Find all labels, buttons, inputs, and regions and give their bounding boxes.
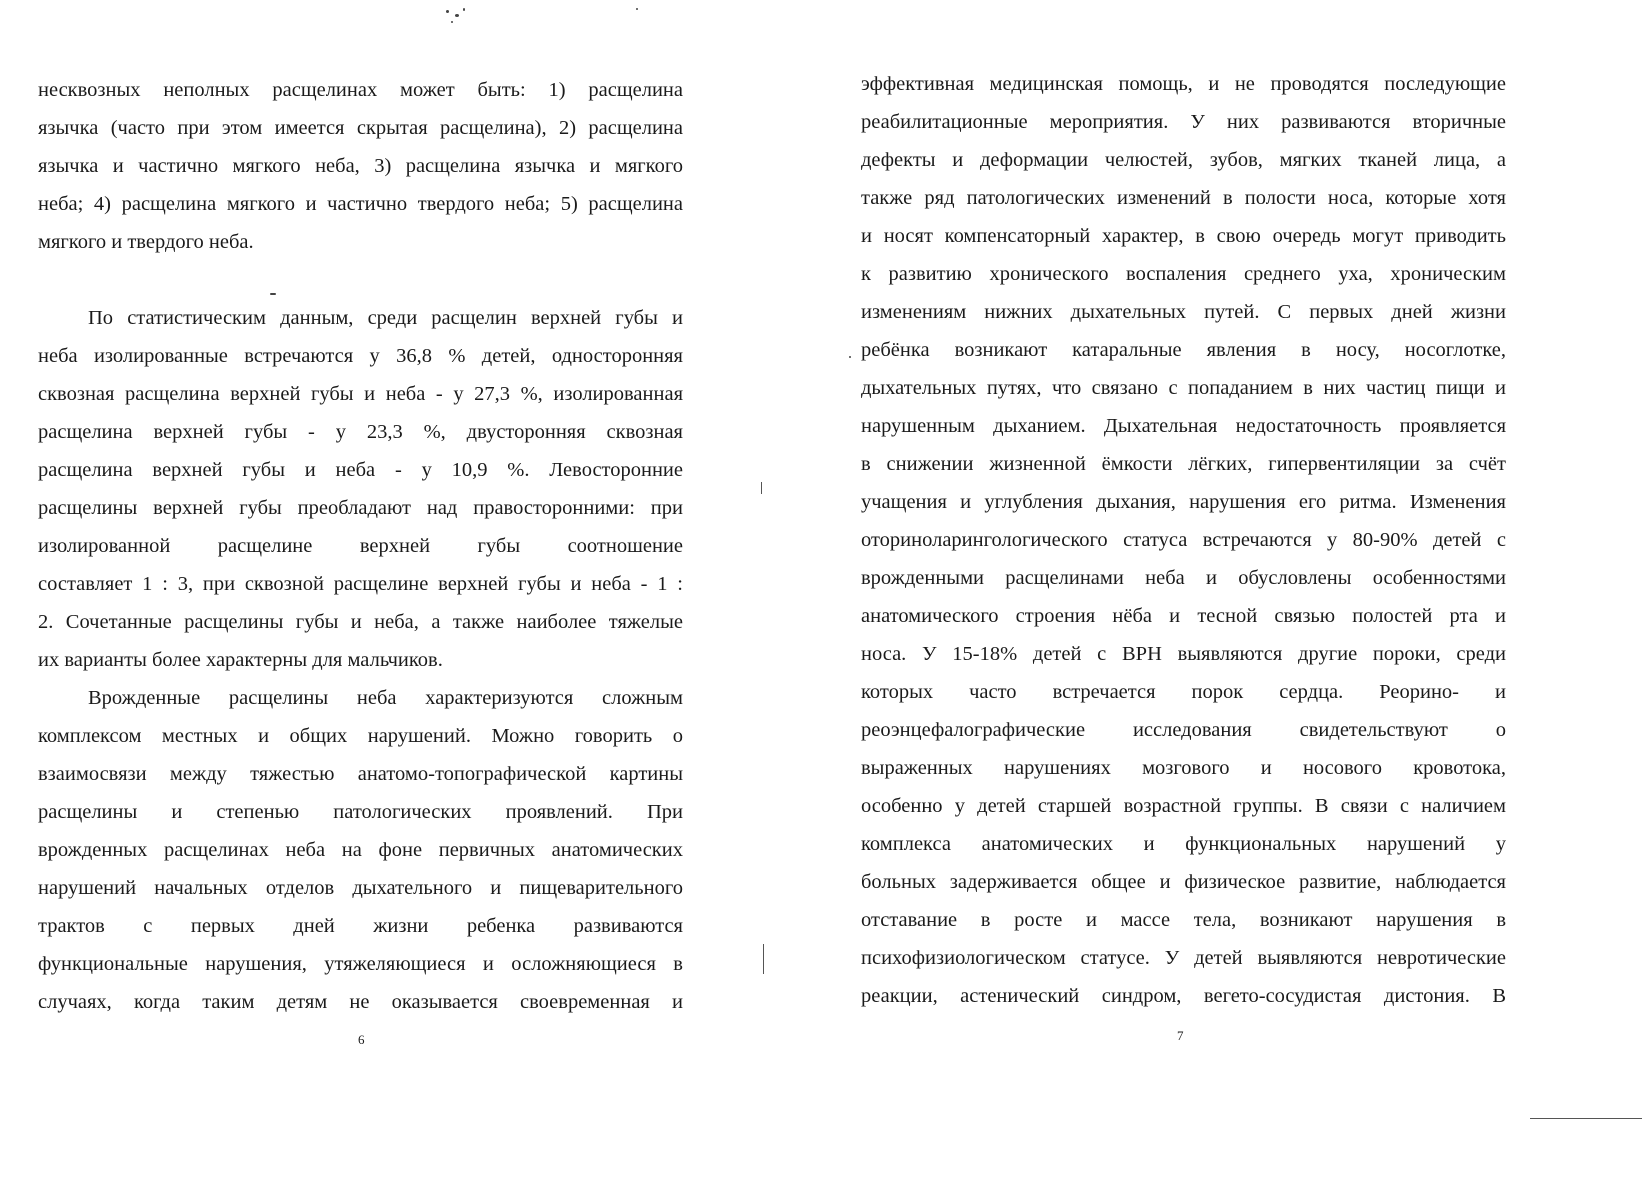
right-line-16: носа. У 15-18% детей с ВРН выявляются другие пороки, среди — [861, 643, 1506, 665]
scan-speck — [636, 8, 638, 10]
scan-speck — [446, 10, 449, 13]
left-line-3: язычка и частично мягкого неба, 3) расщелина язычка и мягкого — [38, 155, 683, 177]
left-line-23: функциональные нарушения, утяжеляющиеся и осложняющиеся в — [38, 953, 683, 975]
right-line-10: нарушенным дыханием. Дыхательная недостаточность проявляется — [861, 415, 1506, 437]
right-line-5: и носят компенсаторный характер, в свою очередь могут приводить — [861, 225, 1506, 247]
right-page — [820, 0, 1642, 1183]
left-line-22: трактов с первых дней жизни ребенка развиваются — [38, 915, 683, 937]
left-line-12: изолированной расщелине верхней губы соотношение — [38, 535, 683, 557]
scan-speck — [849, 356, 851, 358]
left-line-15: их варианты более характерны для мальчиков. — [38, 649, 443, 671]
right-line-12: учащения и углубления дыхания, нарушения его ритма. Изменения — [861, 491, 1506, 513]
left-line-7: неба изолированные встречаются у 36,8 % детей, односторонняя — [38, 345, 683, 367]
right-line-23: отставание в росте и массе тела, возникают нарушения в — [861, 909, 1506, 931]
left-line-20: врожденных расщелинах неба на фоне первичных анатомических — [38, 839, 683, 861]
right-line-13: оториноларингологического статуса встречаются у 80-90% детей с — [861, 529, 1506, 551]
gutter-mark — [763, 944, 764, 974]
right-line-9: дыхательных путях, что связано с попаданием в них частиц пищи и — [861, 377, 1506, 399]
right-line-14: врожденными расщелинами неба и обусловлены особенностями — [861, 567, 1506, 589]
right-line-6: к развитию хронического воспаления среднего уха, хроническим — [861, 263, 1506, 285]
left-line-5: мягкого и твердого неба. — [38, 231, 254, 253]
right-line-21: комплекса анатомических и функциональных нарушений у — [861, 833, 1506, 855]
left-line-4: неба; 4) расщелина мягкого и частично твердого неба; 5) расщелина — [38, 193, 683, 215]
left-page — [0, 0, 780, 1183]
right-line-18: реоэнцефалографические исследования свидетельствуют о — [861, 719, 1506, 741]
left-line-13: составляет 1 : 3, при сквозной расщелине верхней губы и неба - 1 : — [38, 573, 683, 595]
right-line-7: изменениям нижних дыхательных путей. С первых дней жизни — [861, 301, 1506, 323]
left-line-17: комплексом местных и общих нарушений. Можно говорить о — [38, 725, 683, 747]
page-number-right: 7 — [1177, 1028, 1184, 1043]
right-line-25: реакции, астенический синдром, вегето-сосудистая дистония. В — [861, 985, 1506, 1007]
right-line-11: в снижении жизненной ёмкости лёгких, гипервентиляции за счёт — [861, 453, 1506, 475]
left-line-8: сквозная расщелина верхней губы и неба - у 27,3 %, изолированная — [38, 383, 683, 405]
right-line-24: психофизиологическом статусе. У детей выявляются невротические — [861, 947, 1506, 969]
left-line-9: расщелина верхней губы - у 23,3 %, двусторонняя сквозная — [38, 421, 683, 443]
left-line-19: расщелины и степенью патологических проявлений. При — [38, 801, 683, 823]
left-line-10: расщелина верхней губы и неба - у 10,9 %. Левосторонние — [38, 459, 683, 481]
right-line-2: реабилитационные мероприятия. У них развиваются вторичные — [861, 111, 1506, 133]
right-line-3: дефекты и деформации челюстей, зубов, мягких тканей лица, а — [861, 149, 1506, 171]
left-line-24: случаях, когда таким детям не оказывается своевременная и — [38, 991, 683, 1013]
scan-speck — [455, 14, 459, 17]
gutter-mark — [761, 482, 762, 494]
scan-speck — [270, 293, 276, 295]
left-line-11: расщелины верхней губы преобладают над правосторонними: при — [38, 497, 683, 519]
right-line-15: анатомического строения нёба и тесной связью полостей рта и — [861, 605, 1506, 627]
left-line-2: язычка (часто при этом имеется скрытая расщелина), 2) расщелина — [38, 117, 683, 139]
right-line-19: выраженных нарушениях мозгового и носового кровотока, — [861, 757, 1506, 779]
right-line-8: ребёнка возникают катаральные явления в носу, носоглотке, — [861, 339, 1506, 361]
right-line-20: особенно у детей старшей возрастной группы. В связи с наличием — [861, 795, 1506, 817]
right-line-1: эффективная медицинская помощь, и не проводятся последующие — [861, 73, 1506, 95]
page-number-left: 6 — [358, 1032, 365, 1047]
scan-speck — [451, 21, 453, 23]
left-line-1: несквозных неполных расщелинах может быть: 1) расщелина — [38, 79, 683, 101]
scan-speck — [463, 8, 465, 11]
left-line-18: взаимосвязи между тяжестью анатомо-топографической картины — [38, 763, 683, 785]
left-line-21: нарушений начальных отделов дыхательного и пищеварительного — [38, 877, 683, 899]
left-line-14: 2. Сочетанные расщелины губы и неба, а также наиболее тяжелые — [38, 611, 683, 633]
right-line-17: которых часто встречается порок сердца. Реорино- и — [861, 681, 1506, 703]
left-line-16: Врожденные расщелины неба характеризуются сложным — [88, 687, 683, 709]
right-line-22: больных задерживается общее и физическое развитие, наблюдается — [861, 871, 1506, 893]
edge-mark — [1530, 1118, 1642, 1119]
left-line-6: По статистическим данным, среди расщелин верхней губы и — [88, 307, 683, 329]
right-line-4: также ряд патологических изменений в полости носа, которые хотя — [861, 187, 1506, 209]
